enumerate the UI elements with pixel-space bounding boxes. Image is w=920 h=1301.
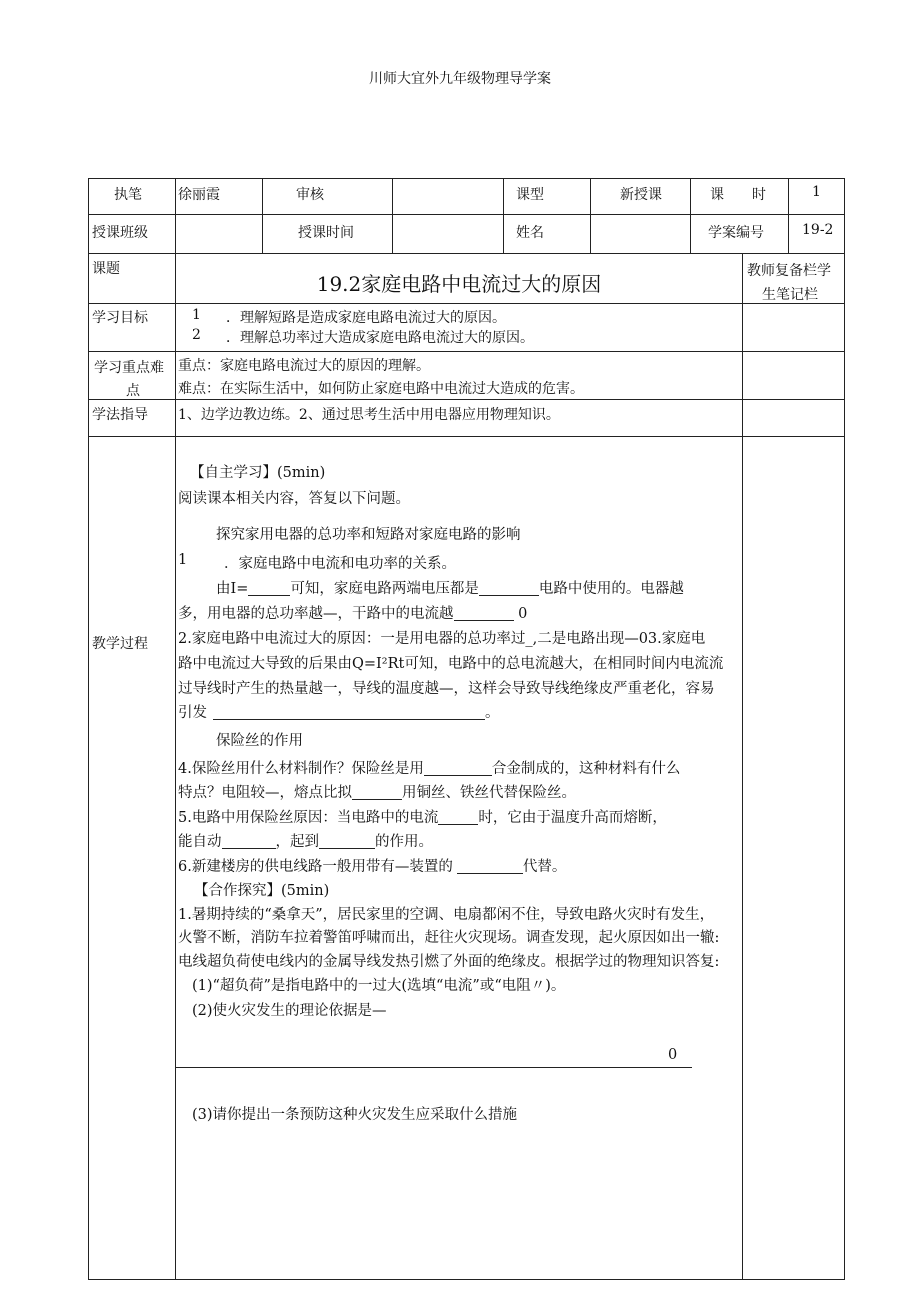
writer-value: 徐丽霞 <box>178 187 220 203</box>
text-fragment: 用铜丝、铁丝代替保险丝。 <box>402 785 576 801</box>
objective-text: ．理解短路是造成家庭电路电流过大的原因。 <box>226 310 506 326</box>
type-value: 新授课 <box>620 187 662 203</box>
lesson-title: 19.2家庭电路中电流过大的原因 <box>316 272 602 296</box>
time-label: 授课时间 <box>298 225 354 241</box>
question-text: 电线超负荷使电线内的金属导线发热引燃了外面的绝缘皮。根据学过的物理知识答复: <box>178 954 720 970</box>
notes-column-label: 教师复备栏学 <box>747 263 831 279</box>
question-number: 1 <box>178 552 188 568</box>
objective-text: ．理解总功率过大造成家庭电路电流过大的原因。 <box>226 330 534 346</box>
keypoints-label-2: 点 <box>126 383 140 399</box>
question-line <box>178 781 576 802</box>
process-label: 教学过程 <box>92 636 148 652</box>
text-fragment: ，起到 <box>275 834 319 850</box>
name-label: 姓名 <box>516 225 544 241</box>
text-fragment: 能自动 <box>178 834 222 850</box>
text-fragment: 的作用。 <box>375 834 433 850</box>
answer-blank[interactable] <box>222 834 276 850</box>
sub-question: (3)请你提出一条预防这种火灾发生应采取什么措施 <box>192 1107 518 1123</box>
text-fragment: 。 <box>485 705 500 721</box>
code-label: 学案编号 <box>708 225 764 241</box>
method-label: 学法指导 <box>92 407 148 423</box>
answer-blank[interactable] <box>319 834 375 850</box>
question-line <box>178 806 667 827</box>
question-text: ．家庭电路中电流和电功率的关系。 <box>224 556 456 572</box>
objectives-label: 学习目标 <box>92 310 148 326</box>
method-text: 1、边学边教边练。2、通过思考生活中用电器应用物理知识。 <box>178 407 560 423</box>
type-label: 课型 <box>516 187 544 203</box>
text-fragment: 时，它由于温度升高而熔断， <box>478 810 667 826</box>
answer-end-mark: 0 <box>668 1047 678 1063</box>
text-fragment: 5.电路中用保险丝原因：当电路中的电流 <box>178 810 439 826</box>
text-fragment: 特点？电阻较—，熔点比拟 <box>178 785 352 801</box>
objective-number: 2 <box>192 327 201 343</box>
topic-label: 课题 <box>92 261 120 277</box>
answer-blank[interactable] <box>352 785 402 801</box>
question-text: 过导线时产生的热量越一，导线的温度越—，这样会导致导线绝缘皮严重老化，容易 <box>178 681 715 697</box>
text-fragment: 多，用电器的总功率越—，干路中的电流越 <box>178 606 454 622</box>
text-fragment: 由I= <box>216 581 249 597</box>
code-value: 19-2 <box>802 222 834 238</box>
notes-column-label-2: 生笔记栏 <box>762 287 818 303</box>
question-text: 火警不断，消防车拉着警笛呼啸而出，赶往火灾现场。调查发现，起火原因如出一辙: <box>178 930 720 946</box>
answer-blank[interactable] <box>424 761 492 777</box>
coop-heading: 【合作探究】(5min) <box>194 883 330 899</box>
answer-blank[interactable] <box>438 810 478 826</box>
question-line <box>178 602 527 623</box>
period-label: 课 时 <box>710 187 766 203</box>
page-header: 川师大宜外九年级物理导学案 <box>369 71 551 87</box>
sub-question: (1)“超负荷”是指电路中的一过大(选填“电流”或“电阻〃)。 <box>192 978 566 994</box>
text-fragment: 引发 <box>178 705 207 721</box>
class-label: 授课班级 <box>92 225 148 241</box>
question-line <box>178 701 500 722</box>
question-line <box>178 830 433 851</box>
text-fragment: 电路中使用的。电器越 <box>538 581 684 597</box>
period-value: 1 <box>812 184 821 200</box>
difficulty-text: 难点：在实际生活中，如何防止家庭电路中电流过大造成的危害。 <box>178 381 584 397</box>
question-line <box>178 855 566 876</box>
text-fragment: 可知，家庭电路两端电压都是 <box>290 581 479 597</box>
section-heading: 保险丝的作用 <box>216 733 303 749</box>
objective-number: 1 <box>192 307 201 323</box>
focus-text: 重点：家庭电路电流过大的原因的理解。 <box>178 358 430 374</box>
answer-blank[interactable] <box>454 606 514 622</box>
question-text: 2.家庭电路中电流过大的原因：一是用电器的总功率过_,二是电路出现—03.家庭电 <box>178 631 706 647</box>
review-label: 审核 <box>296 187 324 203</box>
keypoints-label: 学习重点难 <box>94 360 164 376</box>
text-fragment: 4.保险丝用什么材料制作？保险丝是用 <box>178 761 424 777</box>
section-heading: 探究家用电器的总功率和短路对家庭电路的影响 <box>216 527 521 543</box>
sub-question: (2)使火灾发生的理论依据是— <box>192 1003 387 1019</box>
text-fragment: 合金制成的，这种材料有什么 <box>491 761 681 777</box>
text-fragment: 0 <box>518 606 528 622</box>
answer-blank[interactable] <box>457 859 523 875</box>
question-line <box>216 577 684 598</box>
question-line <box>178 757 680 778</box>
intro-text: 阅读课本相关内容，答复以下问题。 <box>178 491 410 507</box>
question-text: 1.暑期持续的“桑拿天”，居民家里的空调、电扇都闲不住，导致电路火灾时有发生， <box>178 907 715 923</box>
answer-blank[interactable] <box>248 581 290 597</box>
text-fragment: 代替。 <box>522 859 567 875</box>
answer-blank[interactable] <box>479 581 539 597</box>
self-study-heading: 【自主学习】(5min) <box>190 465 326 481</box>
writer-label: 执笔 <box>114 187 142 203</box>
text-fragment: 6.新建楼房的供电线路一般用带有—装置的 <box>178 859 453 875</box>
question-text: 路中电流过大导致的后果由Q=I²Rt可知，电路中的总电流越大，在相同时间内电流流 <box>178 656 724 672</box>
answer-blank[interactable] <box>213 705 485 721</box>
